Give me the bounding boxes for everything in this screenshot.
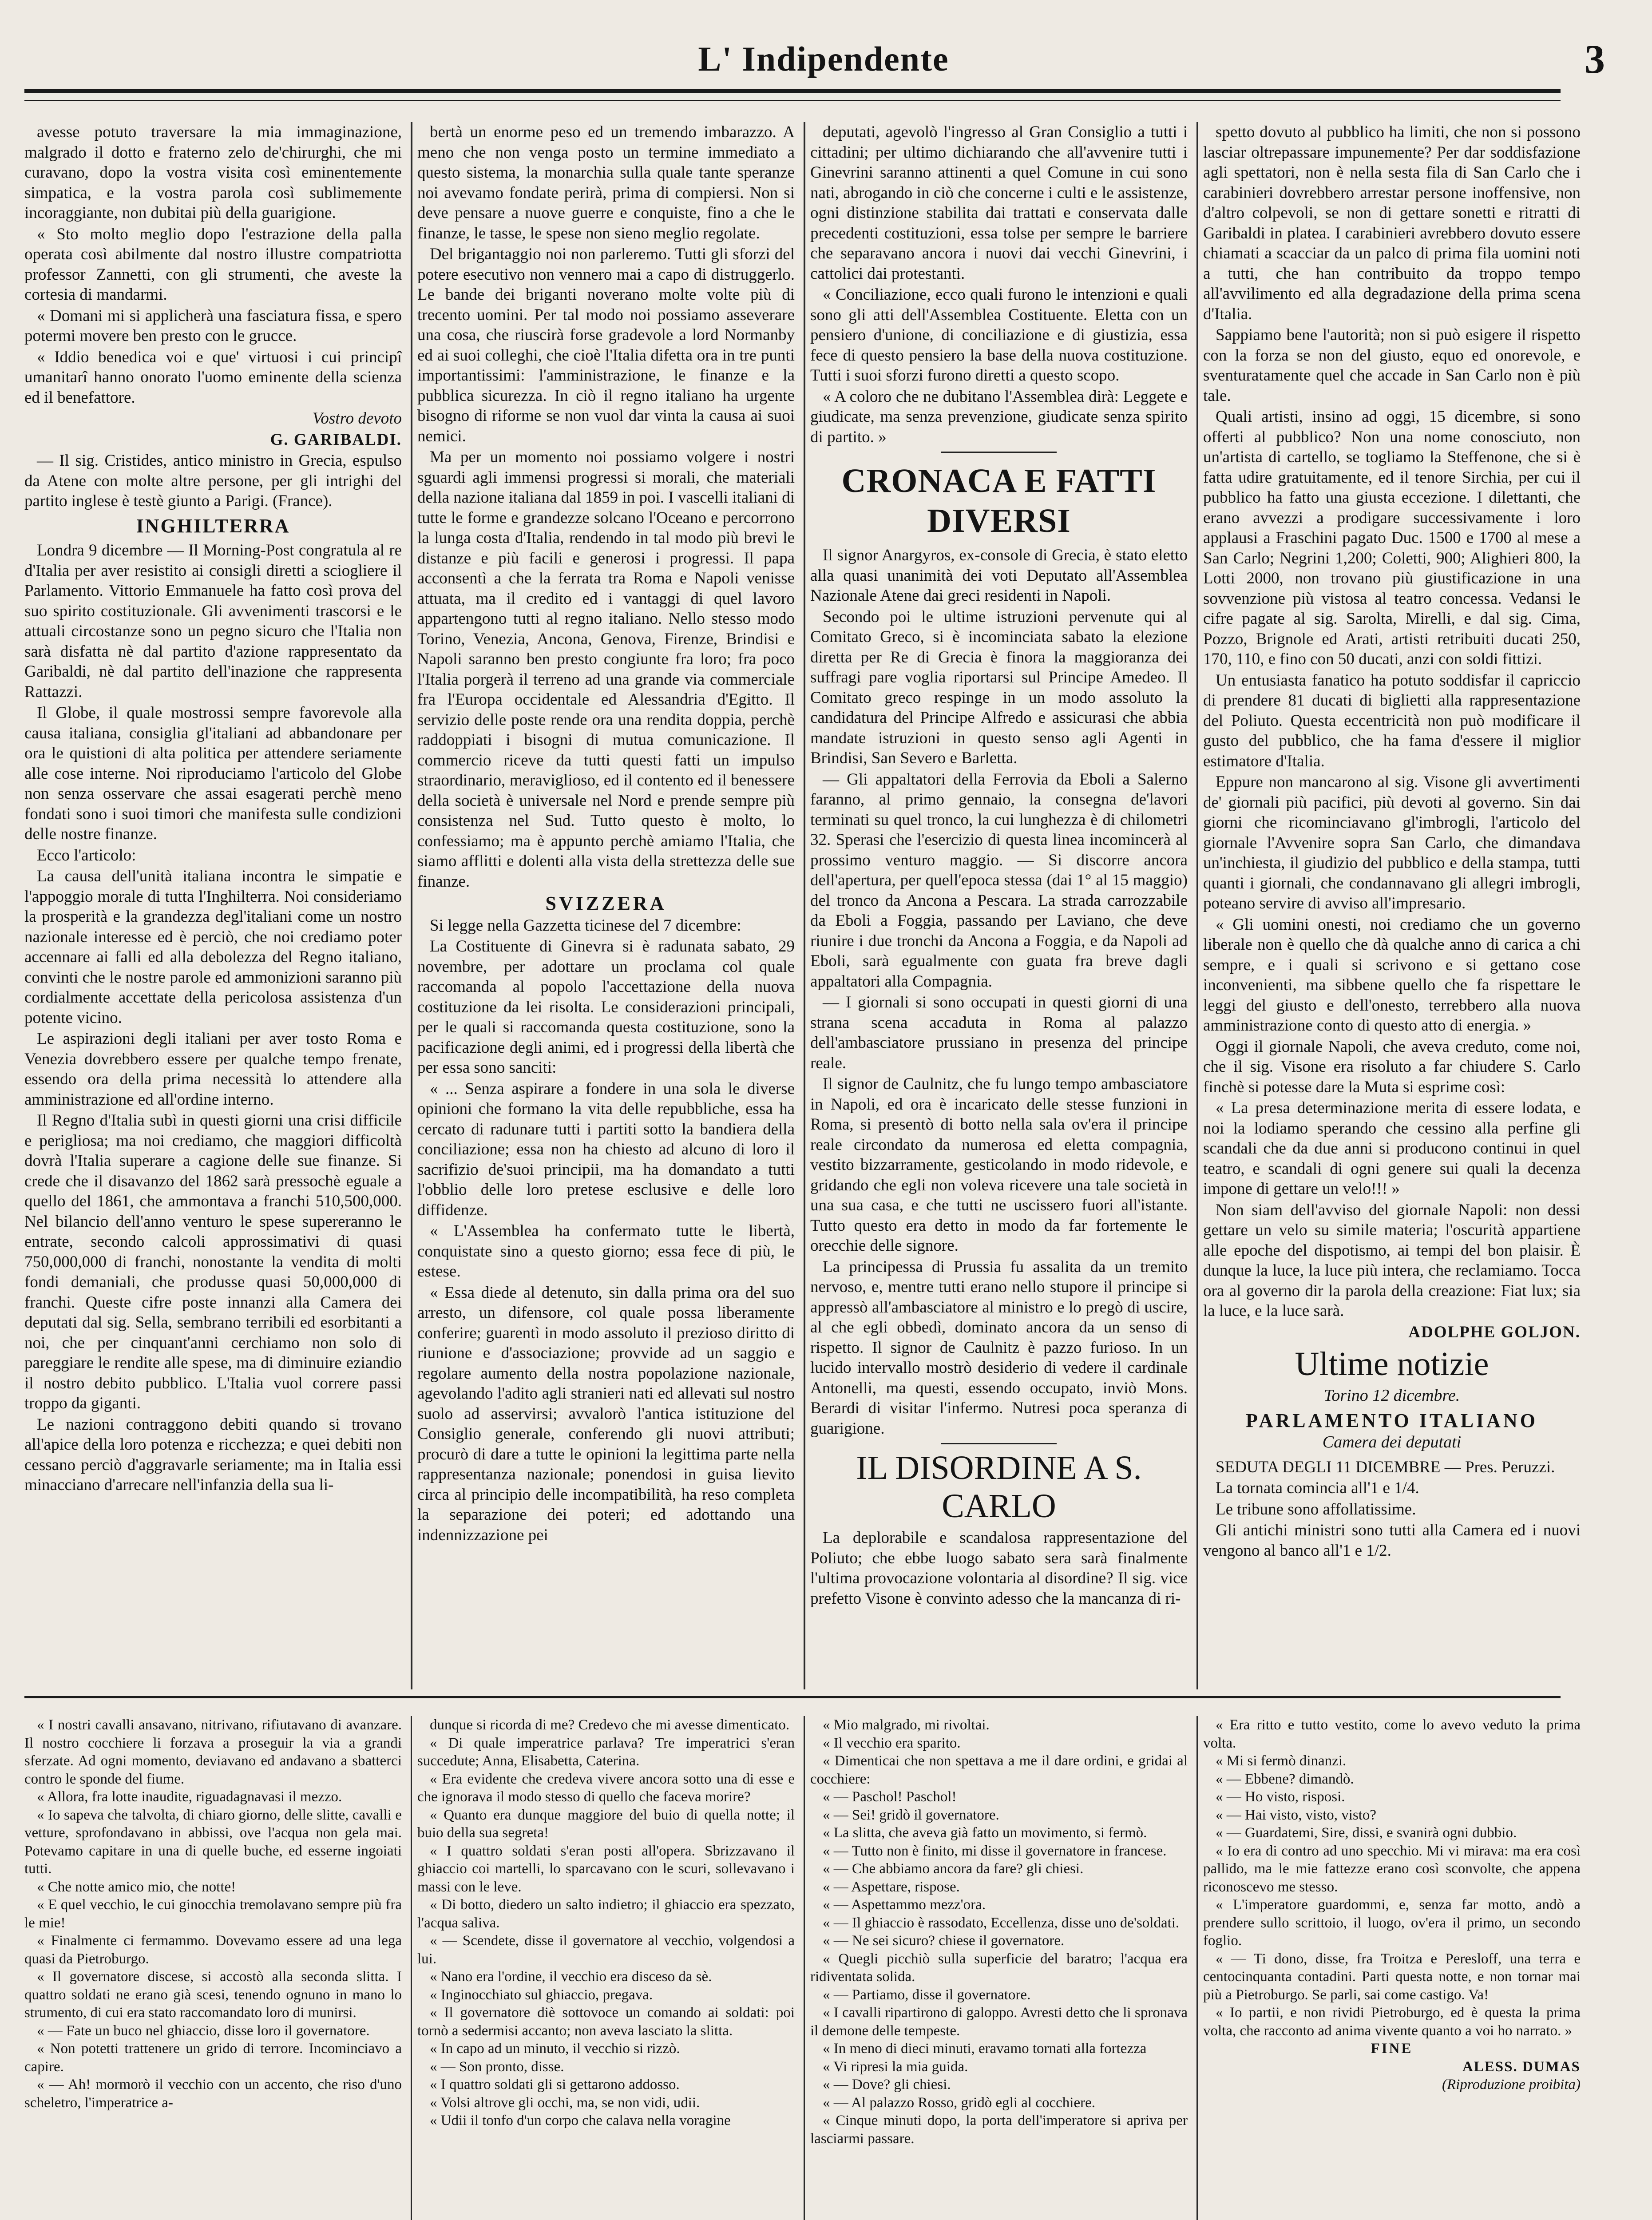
column-divider [411,122,412,1689]
article-paragraph: Il signor Anargyros, ex-console di Grecia, è stato eletto alla quasi unanimità dei voti Deputato all'Assemblea Nazionale Atene dai greci residenti in Napoli. [810,546,1188,605]
feuilleton-paragraph: « — Paschol! Paschol! [823,1789,957,1805]
section-subheading: Camera dei deputati [1322,1433,1462,1451]
article-paragraph: La Costituente di Ginevra si è radunata sabato, 29 novembre, per adottare un proclama col quale raccomanda al popolo l'accettazione della nuova costituzione da lei risolta. Le considerazioni principali, per le quali si raccomanda questa costituzione, sono la pacificazione degli animi, ed i progressi della libertà che per essa sono sanciti: [417,937,795,1077]
masthead-rule-top [24,89,1561,93]
feuilleton-column-3 [810,1716,1188,2220]
article-paragraph: Il signor de Caulnitz, che fu lungo tempo ambasciatore in Napoli, ed ora è incaricato delle stesse funzioni in Roma, si presentò di botto nella sala ov'era il principe reale circondato da numerosa ed eletta compagnia, vestito bizzarramente, gesticolando in modo ridevole, e gridando che egli non voleva ricevere una tale società in una sua casa, e che tutti ne uscissero fuori all'istante. Tutto questo era detto in modo da far fortemente le orecchie delle signore. [810,1075,1188,1255]
article-paragraph: « Essa diede al detenuto, sin dalla prima ora del suo arresto, un difensore, col quale possa liberamente conferire; guarentì in modo assoluto il prezioso diritto di riunione e d'associazione; provvide ad un saggio e regolare aumento della nostra popolazione nazionale, agevolando l'adito agli stranieri nati ed allevati sul nostro suolo ad asservirsi; avvalorò l'antica istituzione del Consiglio generale, conferendo gli nuovi attributi; procurò di dare a tutte le opinioni la legittima parte nella rappresentanza nazionale; ponendosi in guisa lievito circa al principio delle incompatibilità, ha reso completa la separazione dei poteri; ed adottando una indennizzazione pei [417,1283,795,1544]
article-paragraph: Le nazioni contraggono debiti quando si trovano all'apice della loro potenza e ricchezza; e quei debiti non cessano perciò d'aggravarle seriamente; ma in Italia essi minacciano d'arrecare nell'infanzia della sua li- [24,1415,402,1494]
feuilleton-paragraph: « I quattro soldati gli si gettarono addosso. [430,2077,680,2093]
article-paragraph: La deplorabile e scandalosa rappresentazione del Poliuto; che ebbe luogo sabato sera sarà finalmente l'ultima provocazione volontaria al disordine? Il sig. vice prefetto Visone è convinto adesso che la mancanza di ri- [810,1529,1188,1608]
feuilleton-paragraph: « Mi si fermò dinanzi. [1216,1753,1347,1769]
article-paragraph: Le aspirazioni degli italiani per aver tosto Roma e Venezia dovrebbero essere per qualche tempo frenate, essendo ora della prima necessità lo attendere alla amministrazione ed all'ordine interno. [24,1030,402,1109]
feuilleton-paragraph: « Quegli picchiò sulla superficie del baratro; l'acqua era ridiventata solida. [810,1950,1188,1985]
article-paragraph: « A coloro che ne dubitano l'Assemblea dirà: Leggete e giudicate, ma senza prevenzione, giudicate senza spirito di partito. » [810,387,1188,446]
section-heading: INGHILTERRA [136,515,290,537]
article-paragraph: avesse potuto traversare la mia immaginazione, malgrado il dotto e fraterno zelo de'chirurghi, che mi curavano, dopo la vostra visita così eminentemente simpatica, e la vostra parola così sublimemente incoraggiante, non dubitai più della guarigione. [24,123,402,222]
feuilleton-paragraph: « — Scendete, disse il governatore al vecchio, volgendosi a lui. [417,1933,795,1967]
feuilleton-paragraph: « — Dove? gli chiesi. [823,2077,951,2093]
column-4 [1203,122,1581,1685]
article-paragraph: Quali artisti, insino ad oggi, 15 dicembre, si sono offerti al pubblico? Non una nome conosciuto, non un'artista di cartello, se togliamo la Steffenone, che si è fatta udire gratuitamente, ed il tenore Sirchia, per cui il pubblico ha fatto una giusta eccezione. I dilettanti, che erano avvezzi a prodigare successivamente i loro applausi a Fraschini pagato Duc. 1500 e 1700 al mese a San Carlo; Negrini 1,200; Coletti, 900; Alighieri 800, la Lotti 2000, non trovano più giustificazione in una sovvenzione più vistosa al teatro concessa. Vedansi le cifre pagate al sig. Sarolta, Mirelli, e dal sig. Cima, Pozzo, Brignole ed Arati, artisti retribuiti ducati 250, 170, 110, e fino con 50 ducati, anzi con soldi fittizi. [1203,408,1581,668]
feuilleton-paragraph: « Io sapeva che talvolta, di chiaro giorno, delle slitte, cavalli e vetture, sprofondavano in abbissi, ove l'acqua non gela mai. Potevamo capitare in una di quelle buche, ed esserne ingoiati tutti. [24,1807,402,1877]
feuilleton-rule [24,1696,1561,1698]
section-subheading: Torino 12 dicembre. [1323,1386,1460,1405]
feuilleton-paragraph: « Il governatore discese, si accostò alla seconda slitta. I quattro soldati ne erano già scesi, tenendo ognuno in mano lo strumento, di cui era stato raccomandato loro di munirsi. [24,1969,402,2021]
feuilleton-paragraph: « — Ah! mormorò il vecchio con un accento, che riso d'uno scheletro, l'imperatrice a- [24,2077,402,2111]
feuilleton-paragraph: « Nano era l'ordine, il vecchio era disceso da sè. [430,1969,712,1985]
column-3 [810,122,1188,1685]
feuilleton-paragraph: « — Aspettammo mezz'ora. [823,1897,986,1913]
column-2 [417,122,795,1685]
article-paragraph: Il Globe, il quale mostrossi sempre favorevole alla causa italiana, consiglia gl'italiani ad abbandonare per ora le quistioni di alta politica per attendere seriamente alle cose interne. Noi riproduciamo l'articolo del Globe non senza osservare che assai esagerati perchè meno fondati sono i suoi timori che manifesta sulle condizioni delle nostre finanze. [24,704,402,843]
article-paragraph: Ecco l'articolo: [37,846,136,864]
feuilleton-paragraph: « — Son pronto, disse. [430,2058,564,2075]
feuilleton-paragraph: « Volsi altrove gli occhi, ma, se non vidi, udii. [430,2094,700,2111]
article-paragraph: Gli antichi ministri sono tutti alla Camera ed i nuovi vengono al banco all'1 e 1/2. [1203,1521,1581,1560]
feuilleton-paragraph: « I nostri cavalli ansavano, nitrivano, rifiutavano di avanzare. Il nostro cocchiere li forzava a proseguir la via a grandi sferzate. Ad ogni momento, deviavano ed andavano a sbatterci contro le sponde del fiume. [24,1717,402,1787]
article-paragraph: Del brigantaggio noi non parleremo. Tutti gli sforzi del potere esecutivo non vennero mai a capo di distruggerlo. Le bande dei briganti noverano molte volte più di trecento uomini. Per tal modo noi possiamo asseverare una cosa, che riuscirà forse gradevole a lord Normanby ed ai suoi colleghi, che cioè l'Italia difetta ora in tre punti importantissimi: l'amministrazione, le finanze e la pubblica sicurezza. In ciò il regno italiano ha urgente bisogno di riforme se non vuol dar vinta la causa ai suoi nemici. [417,245,795,445]
feuilleton-paragraph: « Dimenticai che non spettava a me il dare ordini, e gridai al cocchiere: [810,1753,1188,1787]
feuilleton-paragraph: « — Ho visto, risposi. [1216,1789,1345,1805]
article-paragraph: Secondo poi le ultime istruzioni pervenute qui al Comitato Greco, si è incominciata sabato la elezione diretta per Re di Grecia è finora la maggioranza dei suffragi pare voglia riportarsi sul Principe Amedeo. Il Comitato greco respinge in un modo assoluto la candidatura del Principe Alfredo e assicurasi che abbia mandate istruzioni in questo senso agli Agenti in Brindisi, San Severo e Barletta. [810,607,1188,767]
feuilleton-paragraph: « Finalmente ci fermammo. Dovevamo essere ad una lega quasi da Pietroburgo. [24,1933,402,1967]
feuilleton-author: ALESS. DUMAS [1462,2058,1581,2075]
column-1 [24,122,402,1685]
article-paragraph: spetto dovuto al pubblico ha limiti, che non si possono lasciar oltrepassare impunemente? Per dar soddisfazione agli spettatori, non è nella sesta fila di San Carlo che i carabinieri dovrebbero arrestar persone inoffensive, non d'altro colpevoli, se non di gettare sonetti e ritratti di Garibaldi in platea. I carabinieri avrebbero dovuto essere chiamati a scacciar da un palco di prima fila uomini noti a tutti, che han contribuito da troppo tempo all'avvilimento ed alla degradazione della prima scena d'Italia. [1203,123,1581,323]
section-heading: PARLAMENTO ITALIANO [1246,1409,1538,1431]
column-divider [1196,122,1198,1689]
feuilleton-paragraph: « Il governatore diè sottovoce un comando ai soldati: poi tornò a sedermisi accanto; non aveva lasciato la slitta. [417,2005,795,2039]
feuilleton-paragraph: « Cinque minuti dopo, la porta dell'imperatore si apriva per lasciarmi passare. [810,2113,1188,2147]
section-heading: CRONACA E FATTI DIVERSI [841,462,1157,539]
feuilleton-paragraph: « — Partiamo, disse il governatore. [823,1986,1031,2003]
feuilleton-divider [1196,1716,1198,2220]
signature-line: Vostro devoto [312,409,402,428]
article-paragraph: bertà un enorme peso ed un tremendo imbarazzo. A meno che non venga posto un termine immediato a questo sistema, la monarchia sulla quale tante speranze noi avevamo fondate perirà, prima di compiersi. Non si deve pensare a nuove guerre e conquiste, fino a che le finanze, le tasse, le spese non sieno meglio regolate. [417,123,795,242]
feuilleton-column-2 [417,1716,795,2220]
feuilleton-paragraph: « Era evidente che credeva vivere ancora sotto una di esse e che ignorava il modo stesso di quello che faceva morire? [417,1771,795,1805]
feuilleton-paragraph: « Quanto era dunque maggiore del buio di quella notte; il buio della sua segreta! [417,1807,795,1841]
section-heading: Ultime notizie [1295,1345,1489,1383]
feuilleton-column-1 [24,1716,402,2220]
article-paragraph: — Il sig. Cristides, antico ministro in Grecia, espulso da Atene con molte altre persone, per gli intrighi del partito inglese è testè giunto a Parigi. (France). [24,452,402,510]
article-paragraph: Si legge nella Gazzetta ticinese del 7 dicembre: [430,916,741,935]
feuilleton-paragraph: « In capo ad un minuto, il vecchio si rizzò. [430,2041,680,2057]
article-paragraph: SEDUTA DEGLI 11 DICEMBRE — Pres. Peruzzi. [1216,1458,1555,1476]
article-paragraph: Un entusiasta fanatico ha potuto soddisfar il capriccio di prendere 81 ducati di biglietti alla rappresentazione del Poliuto. Questa eccentricità non può modificare il gusto del pubblico, che ha fama d'essere il miglior estimatore d'Italia. [1203,671,1581,770]
article-paragraph: Il Regno d'Italia subì in questi giorni una crisi difficile e perigliosa; ma noi crediamo, che maggiori difficoltà dovrà l'Italia superare a cagione delle sue finanze. Si crede che il disavanzo del 1862 sarà pressochè eguale a quello del 1861, che ammontava a franchi 510,500,000. Nel bilancio dell'anno venturo le spese supereranno le entrate, secondo calcoli approssimativi di quasi 750,000,000 di franchi, nonostante la vendita di molti fondi demaniali, che produsse quasi 50,000,000 di franchi. Queste cifre poste innanzi alla Camera dei deputati dal sig. Sella, sembrano terribili ed esorbitanti a noi, che per cinquant'anni cerchiamo non solo di pareggiare le rendite alle spese, ma di diminuire eziandio il nostro debito pubblico. L'Italia vuol correre passi troppo da giganti. [24,1111,402,1412]
section-divider [941,1443,1057,1444]
feuilleton-paragraph: « Che notte amico mio, che notte! [37,1879,236,1895]
feuilleton-divider [804,1716,805,2220]
article-paragraph: La tornata comincia all'1 e 1/4. [1216,1479,1419,1497]
article-paragraph: Eppure non mancarono al sig. Visone gli avvertimenti de' giornali più pacifici, più devoti al governo. Sin dai giorni che ricominciavano gl'imbrogli, l'articolo del giornale l'Avvenire sopra San Carlo, che dimandava un'inchiesta, il giudizio del pubblico e della stampa, tutti quanti i giornali, che condannavano gli allegri imbrogli, poteano servire di avviso all'impresario. [1203,773,1581,912]
feuilleton-paragraph: « Di quale imperatrice parlava? Tre imperatrici s'eran succedute; Anna, Elisabetta, Caterina. [417,1735,795,1769]
signature-name: ADOLPHE GOLJON. [1408,1323,1581,1341]
article-paragraph: La principessa di Prussia fu assalita da un tremito nervoso, e, mentre tutti erano nello stupore il principe si appressò all'ambasciatore al ministro e lo pregò di uscire, al che egli obbedì, dominato ancora da un senso di rispetto. Il signor de Caulnitz è pazzo furioso. In un lucido intervallo mostrò desiderio di vedere il cardinale Antonelli, ma questi, essendo occupato, inviò Mons. Berardi di visitar l'infermo. Nutresi poca speranza di guarigione. [810,1257,1188,1438]
article-paragraph: Londra 9 dicembre — Il Morning-Post congratula al re d'Italia per aver resistito ai consigli diretti a sciogliere il Parlamento. Vittorio Emmanuele ha fatto così prova del suo spirito costituzionale. Gli avvenimenti trascorsi e le attuali circostanze sono un pegno sicuro che l'Italia non sarà disfatta nè dal partito d'azione rappresentato da Garibaldi, nè dal partito dell'inazione che rappresenta Rattazzi. [24,541,402,701]
feuilleton-paragraph: « Di botto, diedero un salto indietro; il ghiaccio era spezzato, l'acqua saliva. [417,1897,795,1931]
feuilleton-paragraph: « Non potetti trattenere un grido di terrore. Incominciavo a capire. [24,2041,402,2075]
section-divider [941,452,1057,453]
feuilleton-paragraph: « La slitta, che aveva già fatto un movimento, si fermò. [823,1825,1147,1841]
article-paragraph: Ma per un momento noi possiamo volgere i nostri sguardi agli immensi progressi si morali, che materiali della nazione italiana dal 1859 in poi. I vascelli italiani di tutte le forme e grandezze solcano l'Oceano e percorrono la lunga costa d'Italia, rendendo in tal modo più brevi le distanze e più facili e generosi i progressi. Il papa acconsentì a che la ferrata tra Roma e Napoli venisse attuata, ma il credito ed i vantaggi di quel lavoro appartengono tutti al regno italiano. Nello stesso modo Torino, Venezia, Ancona, Genova, Firenze, Brindisi e Napoli saranno ben presto congiunte fra loro; fra poco l'Italia porgerà il terreno ad una grande via commerciale fra l'Europa occidentale ed Alessandria d'Egitto. Il servizio delle poste rende ora una rendita doppia, perchè raddoppiati i bisogni di mutua comunicazione. Il commercio riceve da tutti questi fatti un impulso straordinario, meraviglioso, ed il contento ed il benessere della società è universale nel Nord e prende sempre più consistenza nel Sud. Tutto questo è molto, lo confessiamo; ma è appunto perchè amiamo l'Italia, che siamo afflitti e dolenti alla vista della strettezza delle sue finanze. [417,448,795,891]
feuilleton-paragraph: « — Hai visto, visto, visto? [1216,1807,1377,1823]
feuilleton-divider [411,1716,412,2220]
article-paragraph: « La presa determinazione merita di essere lodata, e noi la lodiamo sperando che cessino alla perfine gli scandali che da due anni si producono continui in quel teatro, e scandali di ogni genere sui quali la decenza impone di gettare un velo!!! » [1203,1099,1581,1198]
article-paragraph: « Gli uomini onesti, noi crediamo che un governo liberale non è quello che dà qualche anno di carica a chi sempre, e i quali si scrivono e si gettano cose inconvenienti, ma sibbene quello che fa rispettare le leggi del giusto e dell'onesto, terrebbero alla nuova amministrazione conto di questo atto di energia. » [1203,915,1581,1035]
feuilleton-column-4 [1203,1716,1581,2220]
feuilleton-paragraph: « Il vecchio era sparito. [823,1735,961,1751]
article-paragraph: deputati, agevolò l'ingresso al Gran Consiglio a tutti i cittadini; per ultimo dichiarando che all'avvenire tutti i Ginevrini saranno attinenti a quel Comune in cui sono nati, abrogando in ciò che concerne i culti e le assistenze, ogni distinzione stabilita dai trattati e conservata dalle precedenti costituzioni, essa tolse per sempre le barriere che separavano ancora i nuovi dai vecchi Ginevrini, i cattolici dai protestanti. [810,123,1188,283]
newspaper-title: L' Indipendente [698,40,949,78]
feuilleton-paragraph: « Io era di contro ad uno specchio. Mi vi mirava: ma era così pallido, ma le mie fattezze erano così sconvolte, che appena riconoscevo me stesso. [1203,1843,1581,1895]
feuilleton-paragraph: « In meno di dieci minuti, eravamo tornati alla fortezza [823,2041,1147,2057]
feuilleton-paragraph: « Inginocchiato sul ghiaccio, pregava. [430,1986,653,2003]
feuilleton-paragraph: « Allora, fra lotte inaudite, riguadagnavasi il mezzo. [37,1789,342,1805]
feuilleton-paragraph: « Io partii, e non rividi Pietroburgo, ed è questa la prima volta, che racconto ad anima vivente quanto a voi ho narrato. » [1203,2005,1581,2039]
feuilleton-paragraph: « I quattro soldati s'eran posti all'opera. Sbrizzavano il ghiaccio coi martelli, lo sparcavano con le scuri, sollevavano i massi con le leve. [417,1843,795,1895]
feuilleton-paragraph: « Era ritto e tutto vestito, come lo avevo veduto la prima volta. [1203,1717,1581,1751]
article-paragraph: « Conciliazione, ecco quali furono le intenzioni e quali sono gli atti dell'Assemblea Costituente. Eletta con un pensiero d'unione, di conciliazione e di giustizia, essa fece di questo pensiero la base della nuova costituzione. Tutti i suoi sforzi furono diretti a questo scopo. [810,285,1188,385]
feuilleton-paragraph: « — Ebbene? dimandò. [1216,1771,1354,1787]
feuilleton-paragraph: « — Fate un buco nel ghiaccio, disse loro il governatore. [37,2022,370,2039]
article-paragraph: « ... Senza aspirare a fondere in una sola le diverse opinioni che formano la vita delle repubbliche, essa ha cercato di radunare tutti i partiti sotto la bandiera della conciliazione; essa non ha chiesto ad alcuno di loro il sacrifizio de'suoi principii, ma ha domandato a tutti l'obblio delle loro pretese esclusive e delle loro diffidenze. [417,1079,795,1219]
article-paragraph: La causa dell'unità italiana incontra le simpatie e l'appoggio morale di tutta l'Inghilterra. Noi consideriamo la prosperità e la grandezza degl'italiani come un nostro nazionale interesse ed è perciò, che noi crediamo poter accennare ai falli ed alla debolezza del Regno italiano, convinti che le nostre parole ed ammonizioni saranno più cordialmente accettate della pericolosa assistenza d'un potente vicino. [24,867,402,1027]
feuilleton-paragraph: « — Ne sei sicuro? chiese il governatore. [823,1933,1065,1949]
article-paragraph: Non siam dell'avviso del giornale Napoli: non dessi gettare un velo su simile materia; l'oscurità appartiene alle epoche del dispotismo, ai tempi del bon plaisir. È dunque la luce, la luce più intera, che reclamiamo. Tocca ora al governo dir la parola della creazione: Fiat lux; sia la luce, e la luce sarà. [1203,1201,1581,1320]
feuilleton-paragraph: « — Aspettare, rispose. [823,1879,960,1895]
page-number: 3 [1585,36,1605,82]
feuilleton-paragraph: « — Sei! gridò il governatore. [823,1807,999,1823]
feuilleton-paragraph: « — Ti dono, disse, fra Troitza e Peresloff, una terra e centocinquanta contadini. Parti questa notte, e non tornar mai più a Pietroburgo. Se parli, sai come castigo. Va! [1203,1950,1581,2003]
masthead-rule-bottom [24,100,1561,101]
masthead [24,31,1623,84]
article-paragraph: « L'Assemblea ha confermato tutte le libertà, conquistate sino a questo giorno; essa fece di più, le estese. [417,1222,795,1280]
feuilleton-paragraph: « — Al palazzo Rosso, gridò egli al cocchiere. [823,2094,1095,2111]
feuilleton-paragraph: « Mio malgrado, mi rivoltai. [823,1717,990,1733]
article-paragraph: Le tribune sono affollatissime. [1216,1500,1416,1518]
article-paragraph: « Iddio benedica voi e que' virtuosi i cui principî umanitarî hanno onorato l'uomo eminente della scienza ed il benefattore. [24,348,402,407]
feuilleton-paragraph: « — Che abbiamo ancora da fare? gli chiesi. [823,1861,1084,1877]
feuilleton-paragraph: « L'imperatore guardommi, e, senza far motto, andò a prendere sullo scrittoio, il luogo, ov'era il primo, un secondo foglio. [1203,1897,1581,1949]
column-divider [804,122,805,1689]
article-paragraph: « Domani mi si applicherà una fasciatura fissa, e spero potermi movere ben presto con le grucce. [24,306,402,345]
section-heading: IL DISORDINE A S. CARLO [856,1449,1142,1525]
feuilleton-paragraph: « — Guardatemi, Sire, dissi, e svanirà ogni dubbio. [1216,1825,1517,1841]
feuilleton-end-marker: FINE [1371,2041,1413,2057]
article-paragraph: Sappiamo bene l'autorità; non si può esigere il rispetto con la forza se non del giusto, equo ed onorevole, e sventuratamente quel che accade in San Carlo non è più tale. [1203,326,1581,405]
feuilleton-paragraph: dunque si ricorda di me? Credevo che mi avesse dimenticato. [430,1717,790,1733]
section-heading: SVIZZERA [545,892,667,914]
article-paragraph: « Sto molto meglio dopo l'estrazione della palla operata così abilmente dal nostro illustre compatriotta professor Zannetti, con gli strumenti, che aveste la cortesia di mandarmi. [24,225,402,304]
feuilleton-reproduction-note: (Riproduzione proibita) [1442,2077,1581,2093]
article-paragraph: — Gli appaltatori della Ferrovia da Eboli a Salerno faranno, al primo gennaio, la consegna de'lavori terminati su quel tronco, la cui lunghezza è di chilometri 32. Sperasi che l'esercizio di questa linea incomincerà al prossimo venturo maggio. — Si discorre ancora dell'apertura, per quell'epoca stessa (dai 1° al 15 maggio) del tronco da Ancona a Pescara. La strada carrozzabile da Eboli a Foggia, passando per Laviano, che deve riunire i due tronchi da Ancona a Foggia, e da Napoli ad Eboli, sarà egualmente con guata fra breve dagli appaltatori alla Compagnia. [810,770,1188,991]
article-paragraph: — I giornali si sono occupati in questi giorni di una strana scena accaduta in Roma al palazzo dell'ambasciatore prussiano in presenza del principe reale. [810,993,1188,1072]
feuilleton-paragraph: « E quel vecchio, le cui ginocchia tremolavano sempre più fra le mie! [24,1897,402,1931]
feuilleton-paragraph: « I cavalli ripartirono di galoppo. Avresti detto che li spronava il demone delle tempeste. [810,2005,1188,2039]
feuilleton-paragraph: « Udii il tonfo d'un corpo che calava nella voragine [430,2113,731,2129]
article-paragraph: Oggi il giornale Napoli, che aveva creduto, come noi, che il sig. Visone era risoluto a far chiudere S. Carlo finchè si potesse dare la Muta si esprime così: [1203,1037,1581,1096]
signature-name: G. GARIBALDI. [270,430,402,449]
feuilleton-paragraph: « Vi ripresi la mia guida. [823,2058,968,2075]
feuilleton-paragraph: « — Tutto non è finito, mi disse il governatore in francese. [823,1843,1167,1859]
feuilleton-paragraph: « — Il ghiaccio è rassodato, Eccellenza, disse uno de'soldati. [823,1915,1180,1931]
